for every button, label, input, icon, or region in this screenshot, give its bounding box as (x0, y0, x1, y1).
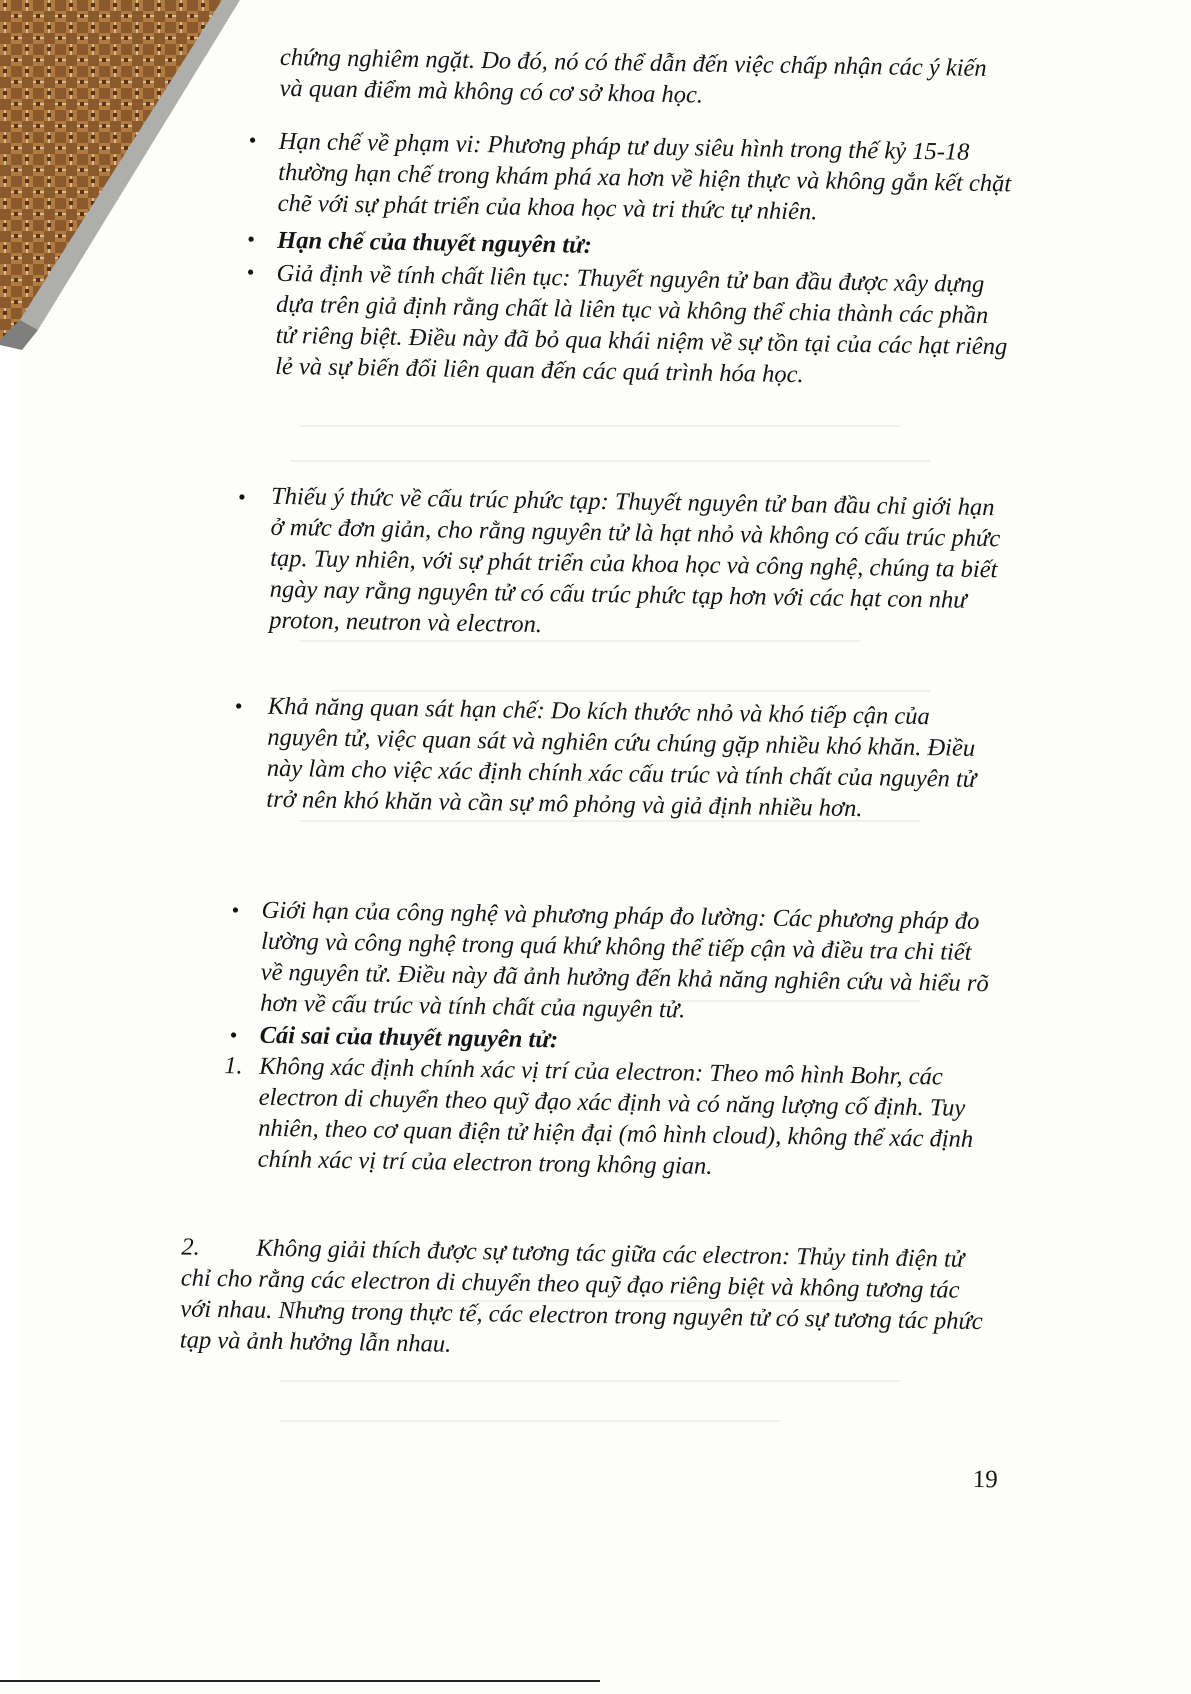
bullet-item-structure: Thiếu ý thức về cấu trúc phức tạp: Thuyết nguyên tử ban đầu chỉ giới hạn ở mức đơn giản, cho rằng nguyên tử là hạt nhỏ và không có cấu trúc phức tạp. Tuy nhiên, với sự phát triển của khoa học và công nghệ, chúng ta biết ngày nay rằng nguyên tử có cấu trúc phức tạp hơn với các hạt con như proton, neutron và electron. (268, 482, 1001, 639)
section-heading-atomic-limits: Hạn chế của thuyết nguyên tử: (276, 226, 593, 259)
numbered-item-electron-position: Không xác định chính xác vị trí của electron: Theo mô hình Bohr, các electron di chuyển theo quỹ đạo xác định và có năng lượng cố định. Tuy nhiên, theo cơ quan điện tử hiện đại (mô hình cloud), không thể xác định chính xác vị trí của electron trong không gian. (257, 1052, 974, 1180)
bullet-marker: • (229, 1022, 238, 1048)
bullet-marker: • (234, 693, 243, 719)
bullet-item-technology: Giới hạn của công nghệ và phương pháp đo lường: Các phương pháp đo lường và công nghệ trong quá khứ không thể tiếp cận và điều tra chi tiết về nguyên tử. Điều này đã ảnh hưởng đến khả năng nghiên cứu và hiểu rõ hơn về cấu trúc và tính chất của nguyên tử. (259, 896, 989, 1024)
bullet-marker: • (247, 226, 256, 252)
bullet-item-continuity: Giả định về tính chất liên tục: Thuyết nguyên tử ban đầu được xây dựng dựa trên giả định rằng chất là liên tục và không thể chia thành các phần tử riêng biệt. Điều này đã bỏ qua khái niệm về sự tồn tại của các hạt riêng lẻ và sự biến đổi liên quan đến các quá trình hóa học. (274, 259, 1008, 389)
section-heading-atomic-errors: Cái sai của thuyết nguyên tử: (259, 1021, 559, 1054)
bullet-item-scope-limit: Hạn chế về phạm vi: Phương pháp tư duy siêu hình trong thế kỷ 15-18 thường hạn chế trong khám phá xa hơn về hiện thực và không gắn kết chặt chẽ với sự phát triển của khoa học và tri thức tự nhiên. (277, 127, 1012, 226)
list-number: 1. (223, 1052, 243, 1080)
scan-bottom-line (0, 1680, 600, 1682)
bullet-marker: • (248, 127, 257, 153)
bullet-marker: • (246, 259, 255, 285)
numbered-item-electron-interaction: Không giải thích được sự tương tác giữa các electron: Thủy tinh điện tử chỉ cho rằng các electron di chuyển theo quỹ đạo riêng biệt và không tương tác với nhau. Nhưng trong thực tế, các electron trong nguyên tử có sự tương tác phức tạp và ảnh hưởng lẫn nhau. (179, 1234, 983, 1358)
list-number: 2. (181, 1233, 200, 1261)
bullet-marker: • (231, 897, 240, 923)
intro-paragraph: chứng nghiêm ngặt. Do đó, nó có thể dẫn đến việc chấp nhận các ý kiến và quan điểm mà không có cơ sở khoa học. (279, 43, 987, 109)
bullet-item-observation: Khả năng quan sát hạn chế: Do kích thước nhỏ và khó tiếp cận của nguyên tử, việc quan sát và nghiên cứu chúng gặp nhiều khó khăn. Điều này làm cho việc xác định chính xác cấu trúc và tính chất của nguyên tử trở nên khó khăn và cần sự mô phỏng và giả định nhiều hơn. (266, 692, 977, 823)
page-number: 19 (972, 1465, 999, 1494)
bullet-marker: • (237, 484, 247, 510)
